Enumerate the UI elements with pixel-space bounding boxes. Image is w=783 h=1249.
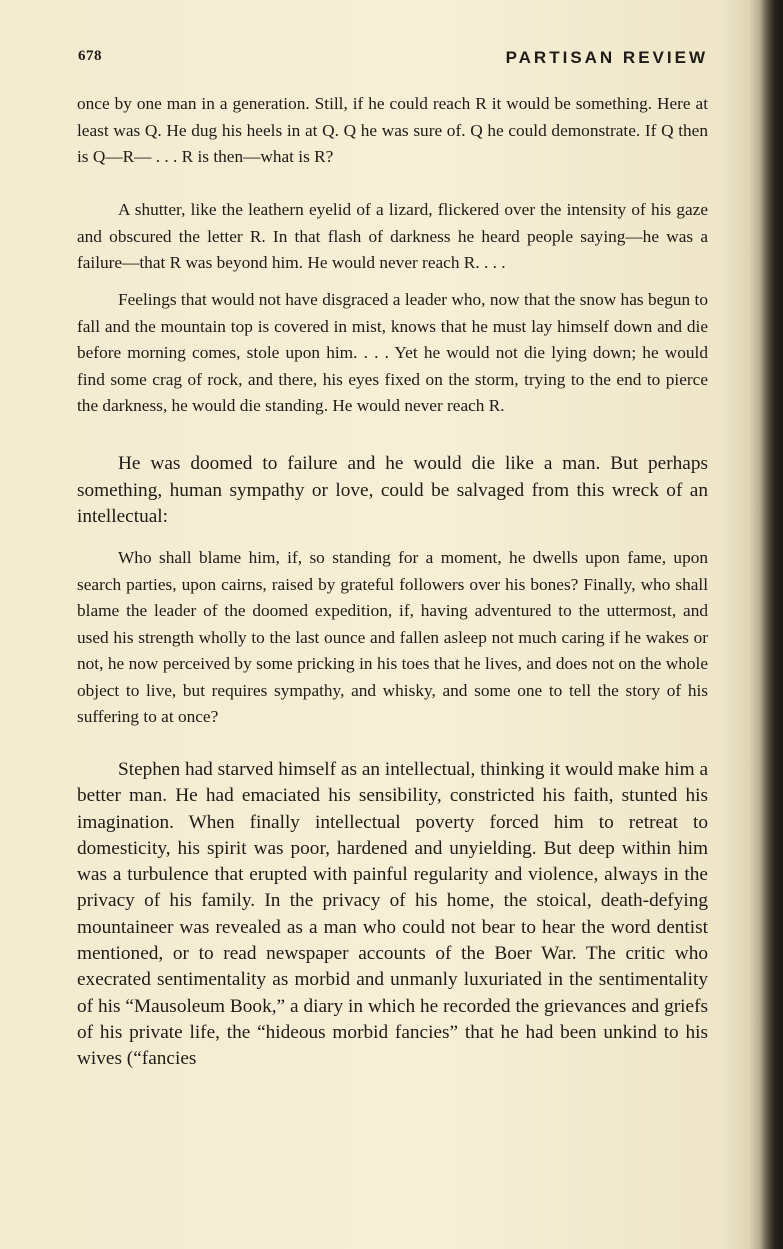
page-number: 678 [78,48,102,64]
quotation: Who shall blame him, if, so standing for a moment, he dwells upon fame, upon search parties, upon cairns, raised by grateful followers over his bones? Finally, who shall blame the leader of the doomed expedition, if, having adventured to the uttermost, and used his strength wholly to the last ounce and fallen asleep not much caring if he wakes or not, he now perceived by some pricking in his toes that he lives, and does not on the whole object to live, but requires sympathy, and whisky, and some one to tell the story of his suffering to at once? [77,548,708,726]
paragraph-feelings [77,287,708,420]
paragraph: He was doomed to failure and he would die like a man. But perhaps something, human sympathy or love, could be salvaged from this wreck of an intellectual: [77,453,708,527]
paragraph-shutter [77,197,708,277]
block-quote [77,545,708,731]
paragraph-stephen [77,757,708,1073]
paragraph-continued [77,91,708,171]
paragraph: Stephen had starved himself as an intellectual, thinking it would make him a better man. He had emaciated his sensibility, constricted his faith, stunted his imagination. When finally intellectual poverty forced him to retreat to domesticity, his spirit was poor, hardened and unyielding. But deep within him was a turbulence that erupted with painful regularity and violence, always in the privacy of his family. In the privacy of his home, the stoical, death-defying mountaineer was revealed as a man who could not bear to hear the word dentist mentioned, or to read newspaper accounts of the Boer War. The critic who execrated sentimentality as morbid and unmanly luxuriated in the sentimentality of his “Mausoleum Book,” a diary in which he recorded the grievances and griefs of his private life, the “hideous morbid fancies” that he had been unkind to his wives (“fancies [77,759,708,1070]
paragraph: Feelings that would not have disgraced a leader who, now that the snow has begun to fall and the mountain top is covered in mist, knows that he must lay himself down and die before morning comes, stole upon him. . . . Yet he would not die lying down; he would find some crag of rock, and there, his eyes fixed on the storm, trying to the end to pierce the darkness, he would die standing. He would never reach R. [77,290,708,415]
page-header [78,48,708,76]
page-gutter-shadow [749,0,783,1249]
paragraph: A shutter, like the leathern eyelid of a lizard, flickered over the intensity of his gaze and obscured the letter R. In that flash of darkness he heard people saying—he was a failure—that R was beyond him. He would never reach R. . . . [77,200,708,272]
running-head: PARTISAN REVIEW [505,48,708,67]
paragraph-doomed [77,451,708,531]
paragraph: once by one man in a generation. Still, if he could reach R it would be something. Here at least was Q. He dug his heels in at Q. Q he was sure of. Q he could demonstrate. If Q then is Q—R— . . . R is then—what is R? [77,94,708,166]
